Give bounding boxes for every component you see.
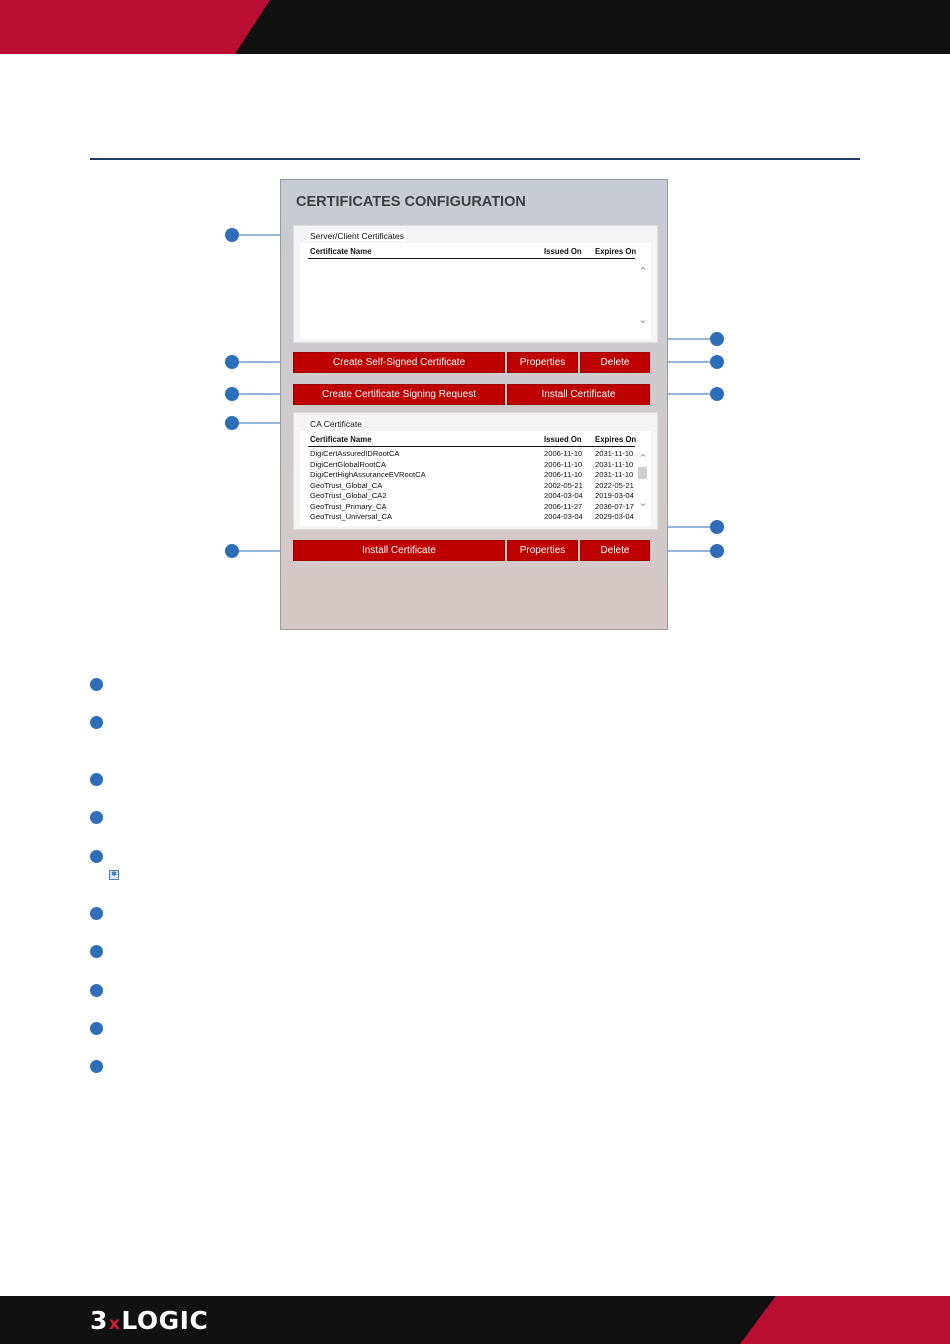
table-row[interactable] [308, 449, 635, 459]
table-row[interactable] [308, 481, 635, 491]
cert-name: DigiCertGlobalRootCA [310, 459, 386, 469]
server-install-certificate-button[interactable]: Install Certificate [507, 384, 650, 405]
cert-expires: 2022-05-21 [595, 480, 634, 490]
col-expires-on: Expires On [595, 435, 637, 444]
legend-bullet-icon [90, 984, 103, 997]
cert-expires: 2036-07-17 [595, 501, 634, 511]
callout-marker-icon [225, 544, 239, 558]
cert-expires: 2031-11-10 [595, 470, 634, 479]
cert-issued: 2002-05-21 [544, 480, 583, 490]
panel-title: CERTIFICATES CONFIGURATION [296, 194, 526, 210]
table-row[interactable] [308, 502, 635, 512]
server-certificates-box [293, 225, 658, 343]
cert-name: GeoTrust_Global_CA [310, 480, 383, 490]
cert-issued: 2004-03-04 [544, 512, 583, 521]
col-issued-on: Issued On [544, 435, 582, 444]
callout-marker-icon [225, 387, 239, 401]
callout-marker-icon [225, 228, 239, 242]
cert-expires: 2019-03-04 [595, 491, 634, 500]
col-certificate-name: Certificate Name [310, 247, 372, 256]
cert-name: GeoTrust_Universal_CA [310, 512, 393, 521]
ca-certificate-box [293, 412, 658, 530]
table-row[interactable] [308, 470, 635, 480]
callout-marker-icon [710, 355, 724, 369]
cert-expires: 2031-11-10 [595, 459, 634, 469]
server-certificates-label: Server/Client Certificates [310, 231, 405, 241]
legend-bullet-icon [90, 773, 103, 786]
ca-delete-button[interactable]: Delete [580, 540, 650, 561]
server-delete-button[interactable]: Delete [580, 352, 650, 373]
server-properties-button[interactable]: Properties [507, 352, 578, 373]
ca-properties-button[interactable]: Properties [507, 540, 578, 561]
ca-certificate-list[interactable] [300, 431, 651, 526]
server-table-header [308, 247, 635, 259]
col-certificate-name: Certificate Name [310, 435, 372, 444]
col-issued-on: Issued On [544, 247, 582, 256]
cert-name: GeoTrust_Global_CA2 [310, 491, 387, 500]
table-row[interactable] [308, 460, 635, 470]
legend-bullet-icon [90, 945, 103, 958]
table-row[interactable] [308, 512, 635, 522]
legend-bullet-icon [90, 850, 103, 863]
ca-certificate-label: CA Certificate [310, 419, 362, 429]
callout-marker-icon [710, 544, 724, 558]
cert-issued: 2006-11-10 [544, 470, 583, 479]
note-icon: ✱ [109, 870, 119, 880]
legend-bullet-icon [90, 1022, 103, 1035]
cert-issued: 2004-03-04 [544, 491, 583, 500]
cert-expires: 2031-11-10 [595, 449, 634, 458]
cert-name: DigiCertHighAssuranceEVRootCA [310, 470, 426, 479]
brand-logo [90, 1306, 208, 1336]
legend-bullet-icon [90, 716, 103, 729]
cert-name: DigiCertAssuredIDRootCA [310, 449, 400, 458]
table-row[interactable] [308, 491, 635, 501]
scroll-down-icon[interactable]: ⌄ [638, 314, 648, 326]
col-expires-on: Expires On [595, 247, 637, 256]
certificates-config-panel [280, 179, 668, 630]
cert-expires: 2029-03-04 [595, 512, 634, 521]
legend-bullet-icon [90, 811, 103, 824]
scroll-up-icon[interactable]: ⌃ [638, 266, 648, 278]
scroll-down-icon[interactable]: ⌄ [638, 497, 648, 509]
callout-marker-icon [225, 416, 239, 430]
cert-issued: 2006-11-27 [544, 501, 583, 511]
server-certificates-list[interactable] [300, 243, 651, 339]
callout-marker-icon [225, 355, 239, 369]
logo-main: 3 [90, 1306, 108, 1335]
callout-marker-icon [710, 332, 724, 346]
cert-name: GeoTrust_Primary_CA [310, 501, 387, 511]
footer-red-accent [740, 1296, 950, 1344]
create-self-signed-button[interactable]: Create Self-Signed Certificate [293, 352, 505, 373]
callout-marker-icon [710, 387, 724, 401]
legend-bullet-icon [90, 1060, 103, 1073]
callout-marker-icon [710, 520, 724, 534]
logo-x: x [108, 1314, 121, 1334]
legend-bullet-icon [90, 907, 103, 920]
scroll-up-icon[interactable]: ⌃ [638, 453, 648, 465]
legend-bullet-icon [90, 678, 103, 691]
logo-rest: LOGIC [121, 1306, 209, 1335]
create-csr-button[interactable]: Create Certificate Signing Request [293, 384, 505, 405]
ca-table-header [308, 435, 635, 447]
cert-issued: 2006-11-10 [544, 449, 583, 458]
ca-install-certificate-button[interactable]: Install Certificate [293, 540, 505, 561]
scrollbar-thumb[interactable] [638, 467, 647, 479]
cert-issued: 2006-11-10 [544, 459, 583, 469]
